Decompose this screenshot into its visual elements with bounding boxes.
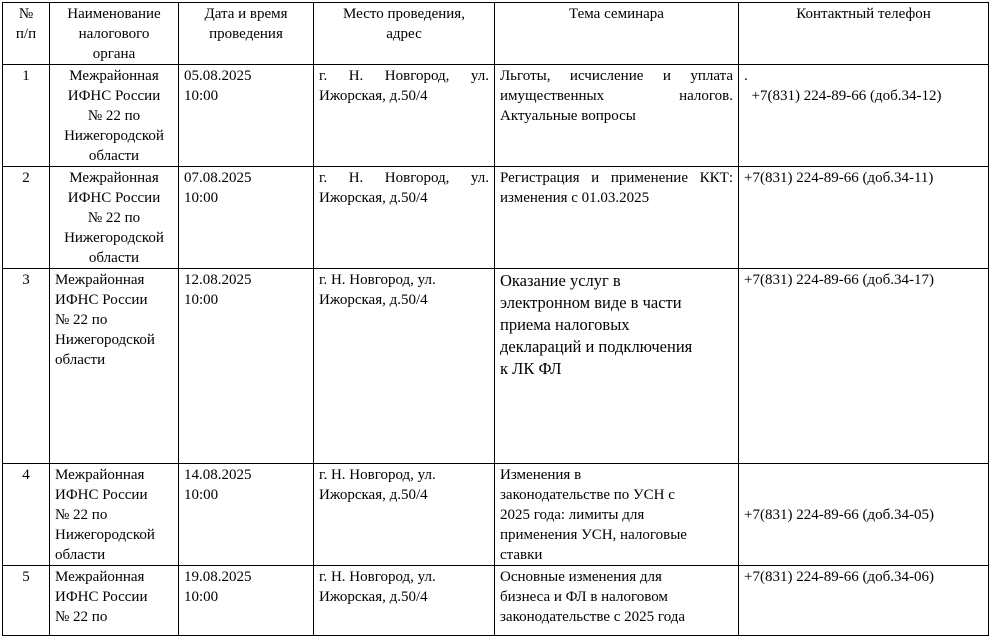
header-num: № п/п bbox=[3, 3, 50, 65]
seminar-date: 19.08.2025 bbox=[184, 569, 252, 585]
table-row bbox=[3, 65, 989, 167]
contact-phone bbox=[739, 269, 989, 464]
row-number: 1 bbox=[3, 65, 50, 167]
tax-office-name: Межрайонная ИФНС России № 22 по Нижегородской области bbox=[50, 464, 179, 566]
phone-prefix: . bbox=[744, 68, 748, 84]
header-place: Место проведения, адрес bbox=[314, 3, 495, 65]
table-row bbox=[3, 566, 989, 636]
seminar-datetime bbox=[179, 167, 314, 269]
seminar-date: 14.08.2025 bbox=[184, 467, 252, 483]
seminar-place: г. Н. Новгород, ул. Ижорская, д.50/4 bbox=[314, 464, 495, 566]
table-row bbox=[3, 464, 989, 566]
seminar-date: 05.08.2025 bbox=[184, 68, 252, 84]
row-number: 4 bbox=[3, 464, 50, 566]
table-row bbox=[3, 269, 989, 464]
seminar-datetime bbox=[179, 269, 314, 464]
contact-phone bbox=[739, 65, 989, 167]
phone-number: +7(831) 224-89-66 (доб.34-12) bbox=[744, 88, 942, 104]
phone-number: +7(831) 224-89-66 (доб.34-17) bbox=[744, 272, 934, 288]
tax-office-name: Межрайонная ИФНС России № 22 по bbox=[50, 566, 179, 636]
seminar-time: 10:00 bbox=[184, 190, 219, 206]
header-datetime: Дата и время проведения bbox=[179, 3, 314, 65]
row-number: 2 bbox=[3, 167, 50, 269]
table-row bbox=[3, 167, 989, 269]
row-number: 5 bbox=[3, 566, 50, 636]
tax-office-name: Межрайонная ИФНС России № 22 по Нижегородской области bbox=[50, 269, 179, 464]
table-header-row bbox=[3, 3, 989, 65]
contact-phone bbox=[739, 464, 989, 566]
header-org: Наименование налогового органа bbox=[50, 3, 179, 65]
seminar-date: 07.08.2025 bbox=[184, 170, 252, 186]
seminar-datetime bbox=[179, 566, 314, 636]
tax-office-name: Межрайонная ИФНС России № 22 по Нижегородской области bbox=[50, 167, 179, 269]
phone-number: +7(831) 224-89-66 (доб.34-05) bbox=[744, 507, 934, 523]
phone-number: +7(831) 224-89-66 (доб.34-06) bbox=[744, 569, 934, 585]
row-number: 3 bbox=[3, 269, 50, 464]
seminar-time: 10:00 bbox=[184, 589, 219, 605]
seminar-datetime bbox=[179, 65, 314, 167]
seminar-datetime bbox=[179, 464, 314, 566]
seminar-topic: Льготы, исчисление и уплата имущественных налогов. Актуальные вопросы bbox=[495, 65, 739, 167]
seminar-time: 10:00 bbox=[184, 292, 219, 308]
seminar-schedule-table bbox=[2, 2, 989, 636]
seminar-place: г. Н. Новгород, ул. Ижорская, д.50/4 bbox=[314, 566, 495, 636]
contact-phone bbox=[739, 566, 989, 636]
seminar-topic: Оказание услуг в электронном виде в части приема налоговых деклараций и подключения к ЛК ФЛ bbox=[495, 269, 739, 464]
seminar-place: г. Н. Новгород, ул. Ижорская, д.50/4 bbox=[314, 167, 495, 269]
seminar-topic: Изменения в законодательстве по УСН с 2025 года: лимиты для применения УСН, налоговые ставки bbox=[495, 464, 739, 566]
seminar-time: 10:00 bbox=[184, 88, 219, 104]
seminar-date: 12.08.2025 bbox=[184, 272, 252, 288]
seminar-topic: Основные изменения для бизнеса и ФЛ в налоговом законодательстве с 2025 года bbox=[495, 566, 739, 636]
seminar-place: г. Н. Новгород, ул. Ижорская, д.50/4 bbox=[314, 269, 495, 464]
tax-office-name: Межрайонная ИФНС России № 22 по Нижегородской области bbox=[50, 65, 179, 167]
phone-number: +7(831) 224-89-66 (доб.34-11) bbox=[744, 170, 934, 186]
contact-phone bbox=[739, 167, 989, 269]
seminar-topic: Регистрация и применение ККТ: изменения с 01.03.2025 bbox=[495, 167, 739, 269]
seminar-place: г. Н. Новгород, ул. Ижорская, д.50/4 bbox=[314, 65, 495, 167]
header-phone: Контактный телефон bbox=[739, 3, 989, 65]
header-topic: Тема семинара bbox=[495, 3, 739, 65]
seminar-time: 10:00 bbox=[184, 487, 219, 503]
